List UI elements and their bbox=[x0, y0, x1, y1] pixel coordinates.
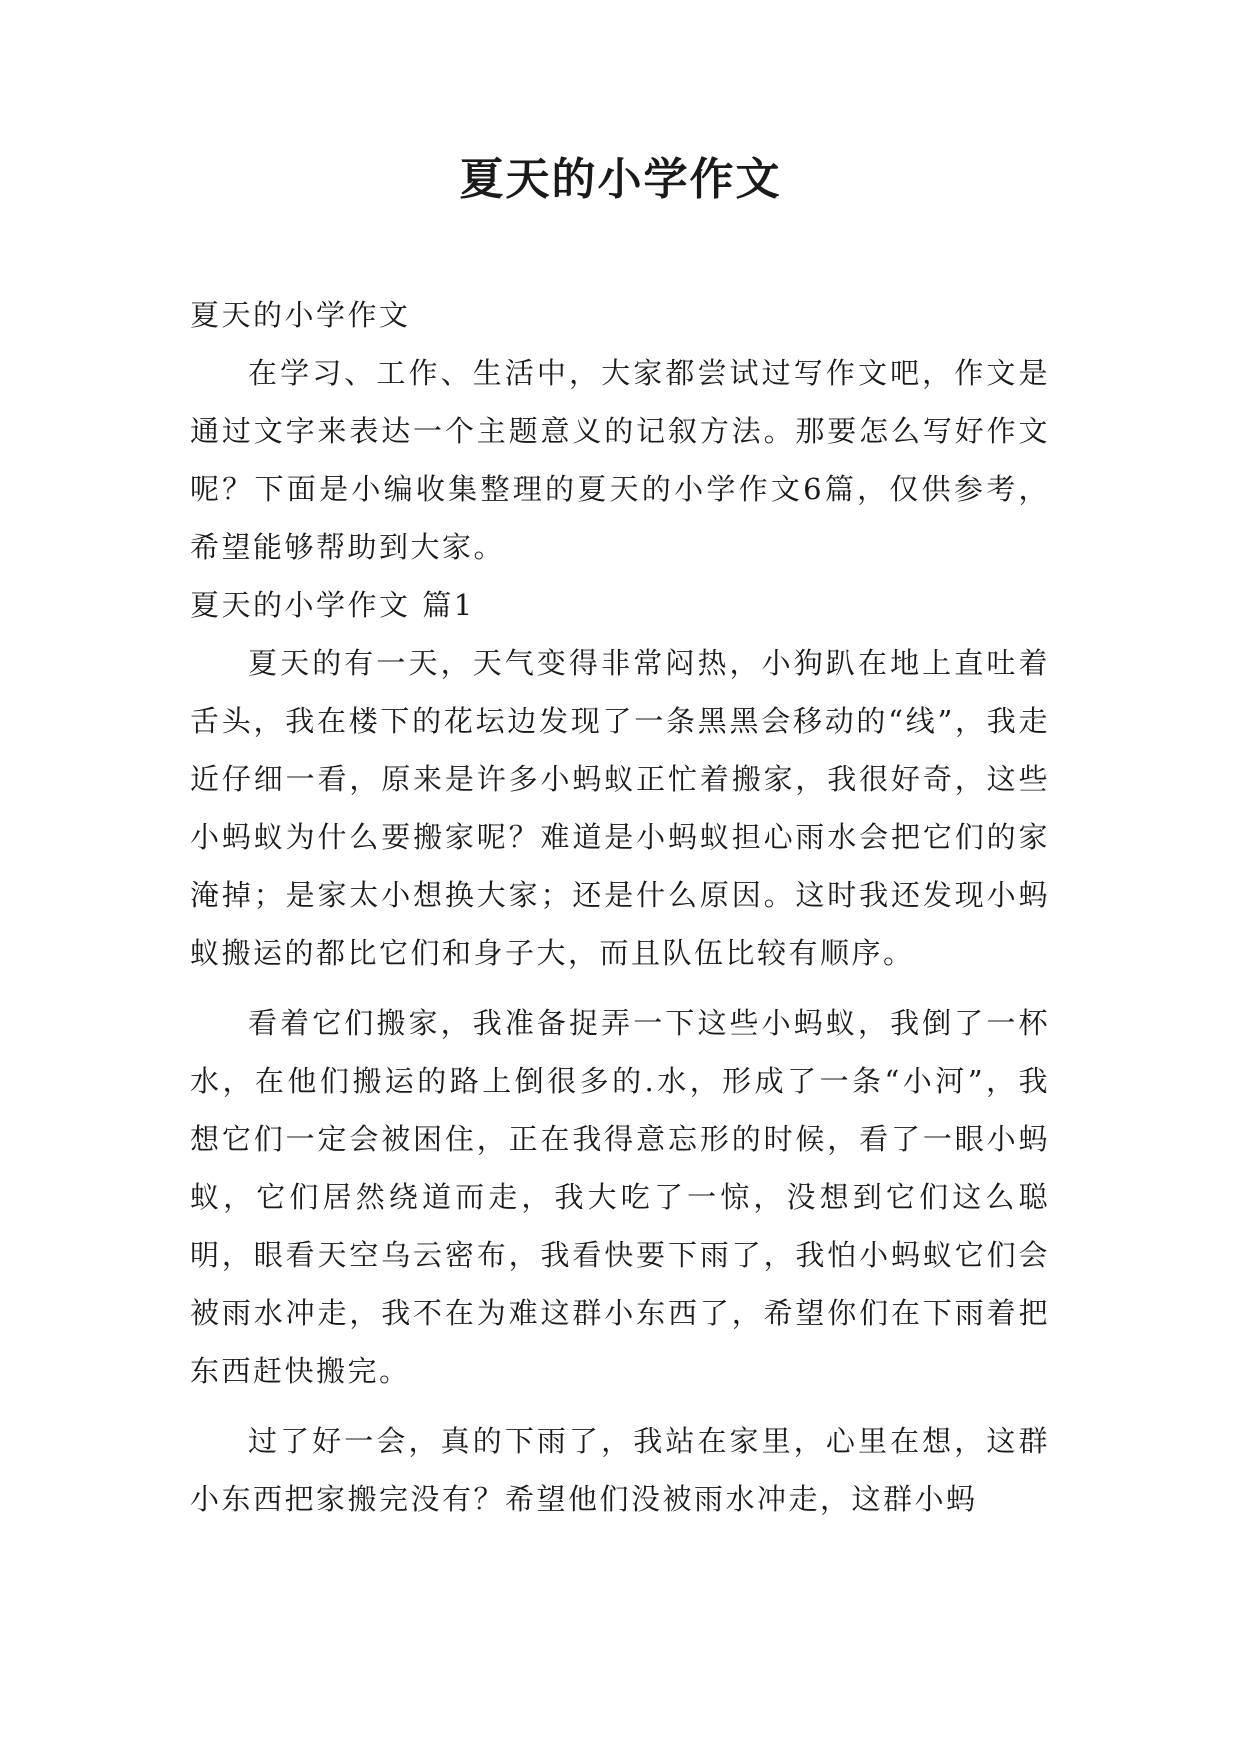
document-body bbox=[190, 286, 1050, 1528]
intro-paragraph: 在学习、工作、生活中，大家都尝试过写作文吧，作文是通过文字来表达一个主题意义的记叙方法。那要怎么写好作文呢？下面是小编收集整理的夏天的小学作文6篇，仅供参考，希望能够帮助到大家。 bbox=[190, 356, 1050, 564]
section-heading: 夏天的小学作文 篇1 bbox=[190, 588, 475, 622]
document-title: 夏天的小学作文 bbox=[459, 154, 782, 205]
body-paragraph-1: 夏天的有一天，天气变得非常闷热，小狗趴在地上直吐着舌头，我在楼下的花坛边发现了一条黑黑会移动的“线”，我走近仔细一看，原来是许多小蚂蚁正忙着搬家，我很好奇，这些小蚂蚁为什么要搬家呢？难道是小蚂蚁担心雨水会把它们的家淹掉；是家太小想换大家；还是什么原因。这时我还发现小蚂蚁搬运的都比它们和身子大，而且队伍比较有顺序。 bbox=[190, 646, 1050, 970]
body-paragraph-3: 过了好一会，真的下雨了，我站在家里，心里在想，这群小东西把家搬完没有？希望他们没被雨水冲走，这群小蚂 bbox=[190, 1424, 1050, 1516]
document-subtitle: 夏天的小学作文 bbox=[190, 298, 411, 332]
body-paragraph-2: 看着它们搬家，我准备捉弄一下这些小蚂蚁，我倒了一杯水，在他们搬运的路上倒很多的.水，形成了一条“小河”，我想它们一定会被困住，正在我得意忘形的时候，看了一眼小蚂蚁，它们居然绕道而走，我大吃了一惊，没想到它们这么聪明，眼看天空乌云密布，我看快要下雨了，我怕小蚂蚁它们会被雨水冲走，我不在为难这群小东西了，希望你们在下雨着把东西赶快搬完。 bbox=[190, 1006, 1050, 1388]
